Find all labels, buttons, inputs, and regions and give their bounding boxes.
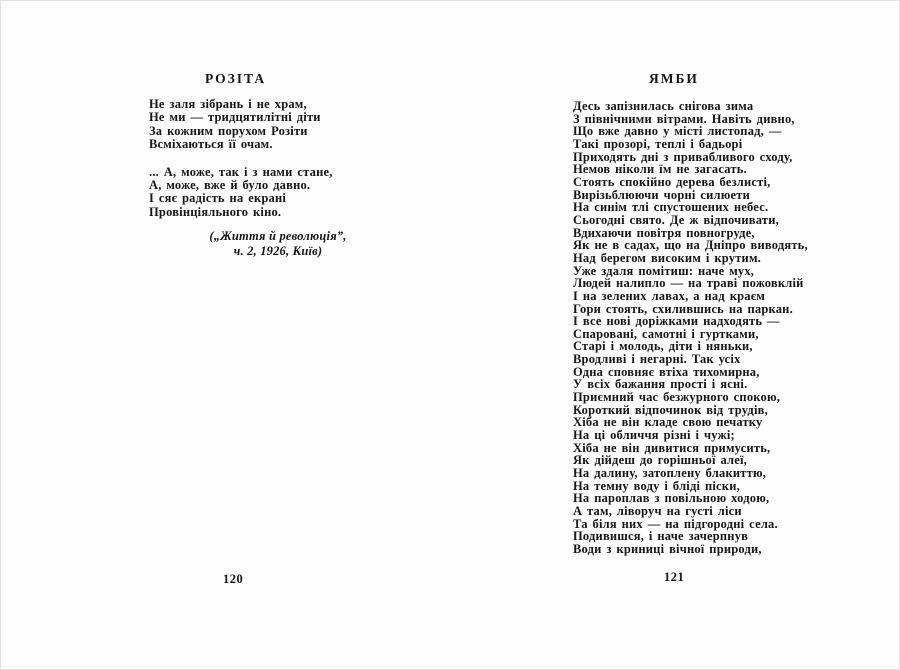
poem-line: За кожним порухом Розіти [149, 123, 308, 138]
poem-line: І сяє радість на екрані [149, 191, 287, 206]
attribution-line: („Життя й революція”, [209, 229, 347, 243]
poem-line: ... А, може, так і з нами стане, [149, 164, 333, 179]
poem-line: Такі прозорі, теплі і бадьорі [573, 136, 743, 151]
poem-line: Гори стоять, схилившись на паркан. [573, 301, 793, 316]
poem-line: Води з криниці вічної природи, [573, 541, 762, 556]
poem-line: Як дійдеш до горішньої алеї, [573, 453, 747, 468]
poem-line: Сьогодні свято. Де ж відпочивати, [573, 212, 779, 227]
source-attribution [149, 229, 407, 258]
poem-line: На ці обличчя різні і чужі; [573, 428, 735, 443]
poem-line: Старі і молодь, діти і няньки, [573, 339, 753, 354]
poem-line: Приходять дні з привабливого сходу, [573, 149, 793, 164]
poem-line: Хіба не він кладе свою печатку [573, 415, 763, 430]
poem-line: На темну воду і бліді піски, [573, 478, 740, 493]
poem-line: І все нові доріжками надходять — [573, 314, 780, 329]
poem-line: Стоять спокійно дерева безлисті, [573, 174, 771, 189]
left-page [1, 1, 451, 670]
poem-line: Приємний час безжурного спокою, [573, 390, 781, 405]
poem-line: На далину, затоплену блакиттю, [573, 466, 767, 481]
poem-line: Та біля них — на підгородні села. [573, 516, 778, 531]
page-number-right: 121 [664, 570, 685, 584]
poem-line: Вродливі і негарні. Так усіх [573, 352, 741, 367]
poem-line: Спаровані, самотні і гуртками, [573, 326, 759, 341]
right-page [451, 1, 900, 670]
poem-line: Немов ніколи їм не загасать. [573, 162, 747, 177]
poem-line: З північними вітрами. Навіть дивно, [573, 111, 795, 126]
left-poem [149, 98, 333, 219]
poem-line: Що вже давно у місті листопад, — [573, 124, 782, 139]
poem-line: На пароплав з повільною ходою, [573, 491, 770, 506]
attribution-line: ч. 2, 1926, Київ) [233, 243, 323, 258]
poem-line: Хіба не він дивитися примусить, [573, 440, 771, 455]
right-poem [573, 100, 808, 556]
poem-line: Одна сповняє втіха тихомирна, [573, 364, 760, 379]
poem-line: Як не в садах, що на Дніпро виводять, [573, 238, 808, 253]
poem-line: Всміхаються її очам. [149, 137, 273, 152]
poem-title-yamby: ЯМБИ [649, 71, 699, 86]
poem-line: Уже здаля помітиш: наче мух, [573, 263, 755, 278]
poem-line: У всіх бажання прості і ясні. [573, 377, 748, 392]
poem-line: Подивишся, і наче зачерпнув [573, 529, 749, 544]
poem-line: Людей налипло — на траві пожовклій [573, 276, 804, 291]
poem-line: Десь запізнилась снігова зима [573, 99, 754, 113]
poem-title-rozita: РОЗІТА [205, 71, 267, 86]
poem-stanza [149, 98, 333, 152]
poem-line: На синім тлі спустошених небес. [573, 200, 769, 215]
poem-line: І на зелених лавах, а над краєм [573, 288, 766, 303]
poem-line: Провінціяльного кіно. [149, 204, 282, 219]
poem-line: А там, ліворуч на густі ліси [573, 504, 742, 518]
poem-line: Над берегом високим і крутим. [573, 250, 761, 265]
poem-line: Не ми — тридцятилітні діти [149, 110, 321, 125]
poem-line: Не заля зібрань і не храм, [149, 97, 307, 111]
poem-stanza [149, 166, 333, 220]
poem-line: Вирізьблюючи чорні силюети [573, 187, 751, 202]
poem-line: А, може, вже й було давно. [149, 178, 311, 193]
page-number-left: 120 [223, 572, 244, 586]
poem-line: Вдихаючи повітря повногруде, [573, 225, 755, 240]
poem-line: Короткий відпочинок від трудів, [573, 402, 768, 417]
